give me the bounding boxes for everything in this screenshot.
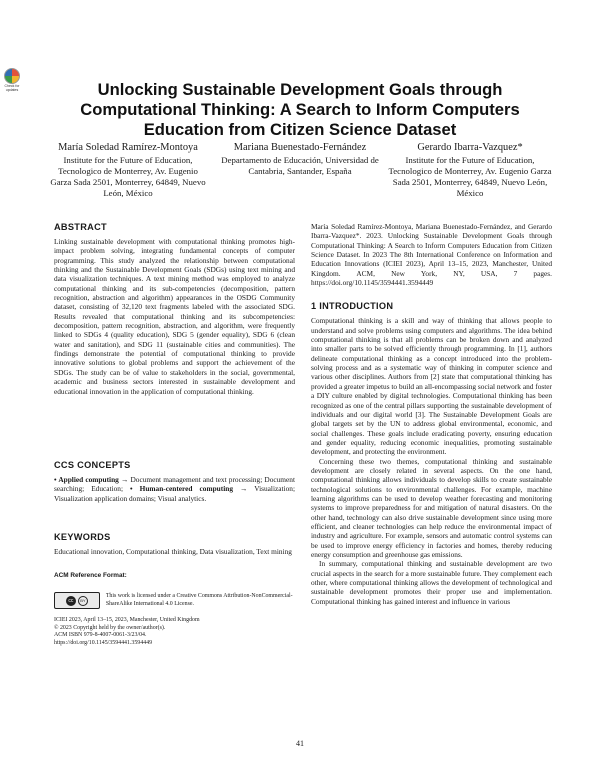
author-name: María Soledad Ramírez-Montoya [58,142,198,153]
acm-reference-text: María Soledad Ramírez-Montoya, Mariana Buenestado-Fernández, and Gerardo Ibarra-Vazquez*. 2023. Unlocking Sustainable Development Goals through Computational Thinking: A Search to Inform Computers Education from Citizen Science Dataset. In 2023 The 8th International Conference on Information and Education Innovations (ICIEI 2023), April 13–15, 2023, Manchester, United Kingdom. ACM, New York, NY, USA, 7 pages. https://doi.org/10.1145/3594441.3594449 [311,222,552,288]
author-affiliation: Institute for the Future of Education, Tecnologico de Monterrey, Av. Eugenio Garza Sada 2501, Monterrey, 64849, Nuevo León, México [50,154,206,199]
by-icon: BY [78,596,88,606]
author-name: Gerardo Ibarra-Vazquez* [417,142,523,153]
acm-reference-heading: ACM Reference Format: [54,572,127,579]
copyright-line: © 2023 Copyright held by the owner/author(s). [54,624,166,631]
intro-paragraph: Concerning these two themes, computational thinking and sustainable development are closely related in several aspects. On the one hand, computational thinking allows individuals to develop skills to create sustainable technological solutions to environmental challenges. For example, machine learning algorithms can be used to develop weather forecasting and monitoring systems to improve preparedness for and mitigation of natural disasters. On the other hand, technology can also drive sustainable development since using more efficient, and cleaner technologies can help reduce the environmental impact of industry and agriculture. For example, sensors and automatic control systems can be used to improve energy efficiency in factories and homes, thereby reducing energy consumption and greenhouse gas emissions. [311,456,552,559]
ccs-term: • Applied computing [54,475,119,484]
cc-icon: cc [66,596,76,606]
abstract-section [54,222,295,396]
keywords-heading: KEYWORDS [54,532,111,542]
author-affiliation: Institute for the Future of Education, Tecnologico de Monterrey, Av. Eugenio Garza Sada 2501, Monterrey, 64849, Nuevo León, México [388,154,552,199]
intro-paragraph: In summary, computational thinking and sustainable development are two crucial aspects in the search for a more sustainable future. They complement each other, where computational thinking allows the development of technological and sustainable development promotes their proper use and implementation. Computational thinking has gained interest and influence in various [311,559,552,606]
keywords-section [54,532,295,556]
ccs-text [54,475,295,503]
keywords-text: Educational innovation, Computational thinking, Data visualization, Text mining [54,547,292,556]
abstract-heading: ABSTRACT [54,222,107,232]
author-name: Mariana Buenestado-Fernández [233,142,367,153]
right-column [311,222,552,606]
author-affiliation: Departamento de Educación, Universidad de Cantabria, Santander, España [221,154,379,176]
author-2 [220,141,380,177]
conference-info [54,617,295,647]
abstract-text: Linking sustainable development with computational thinking promotes high-impact problem solving, integrating fundamental concepts of computer programming. This study analyzed the relationship between computational thinking and the Sustainable Development Goals (SDGs) using text mining and data visualization techniques. A text mining method was employed to analyze computational thinking and its sub-competencies (decomposition, pattern recognition, abstraction and algorithm) appearances in the OSDG Community dataset, consisting of 32,120 text fragments labeled with the associated SDG. Results revealed that computational thinking and its subcompetencies: decomposition, pattern recognition, abstraction, and algorithm, were frequently linked to SDGs 4 (quality education), SDG 5 (gender equality), SDG 6 (clean water and sanitation), and SDG 11 (sustainable cities and communities). The findings demonstrate the potential of computational thinking to provide innovative solutions to global problems and support the achievement of the SDGs. The study can be of value to stakeholders in the social, governmental, academic and business sectors interested in sustainable development and educational innovation in the application of computational thinking. [54,237,295,396]
license-section [54,592,295,647]
ccs-desc: → Visualization; Visualization application domains; Visual analytics. [54,484,295,503]
ccs-section [54,460,295,503]
page-number: 41 [296,739,304,748]
intro-paragraph: Computational thinking is a skill and way of thinking that allows people to understand and solve problems using computers and algorithms. The idea behind computational thinking is that all problems can be broken down and analyzed into smaller parts to be solved efficiently through programming. In [1], authors delineate computational thinking as a concept introduced into the problem-solving process and as a systematic way of thinking in computer science and various other disciplines. Authors from [2] state that computational thinking has provided a greater impetus to build an all-encompassing social network and foster a DIY culture enabled by digital technologies. Computational thinking has been recognized as one of the central pillars supporting the sustainable development of individuals and our digital world [3]. The Sustainable Development Goals are global targets set by the UN to address global environmental, economic, and social challenges. These goals include eradicating poverty, ensuring education and gender equality, reducing economic inequalities, promoting sustainable development, and protecting the environment. [311,316,552,457]
author-1 [48,141,208,199]
creative-commons-logo[interactable] [54,592,100,609]
paper-title: Unlocking Sustainable Development Goals through Computational Thinking: A Search to Inform Computers Education from Citizen Science Dataset [80,80,520,139]
check-for-updates-badge[interactable] [3,68,21,92]
ccs-term: • Human-centered computing [130,484,233,494]
ccs-desc: → Document management and text processing; Document searching; Education; [54,475,295,494]
crossmark-icon [4,68,20,84]
acm-reference-section [54,572,295,580]
isbn-line: ACM ISBN 979-8-4007-0061-3/23/04. [54,632,147,639]
license-row [54,592,295,609]
license-text: This work is licensed under a Creative Commons Attribution-NonCommercial-ShareAlike International 4.0 License. [105,592,293,607]
author-3 [388,141,552,199]
doi-link[interactable]: https://doi.org/10.1145/3594441.3594449 [54,639,153,646]
conference-line: ICIEI 2023, April 13–15, 2023, Manchester, United Kingdom [54,617,200,623]
badge-label: Check for updates [4,84,20,92]
ccs-heading: CCS CONCEPTS [54,460,131,470]
introduction-heading: 1 INTRODUCTION [311,301,394,312]
